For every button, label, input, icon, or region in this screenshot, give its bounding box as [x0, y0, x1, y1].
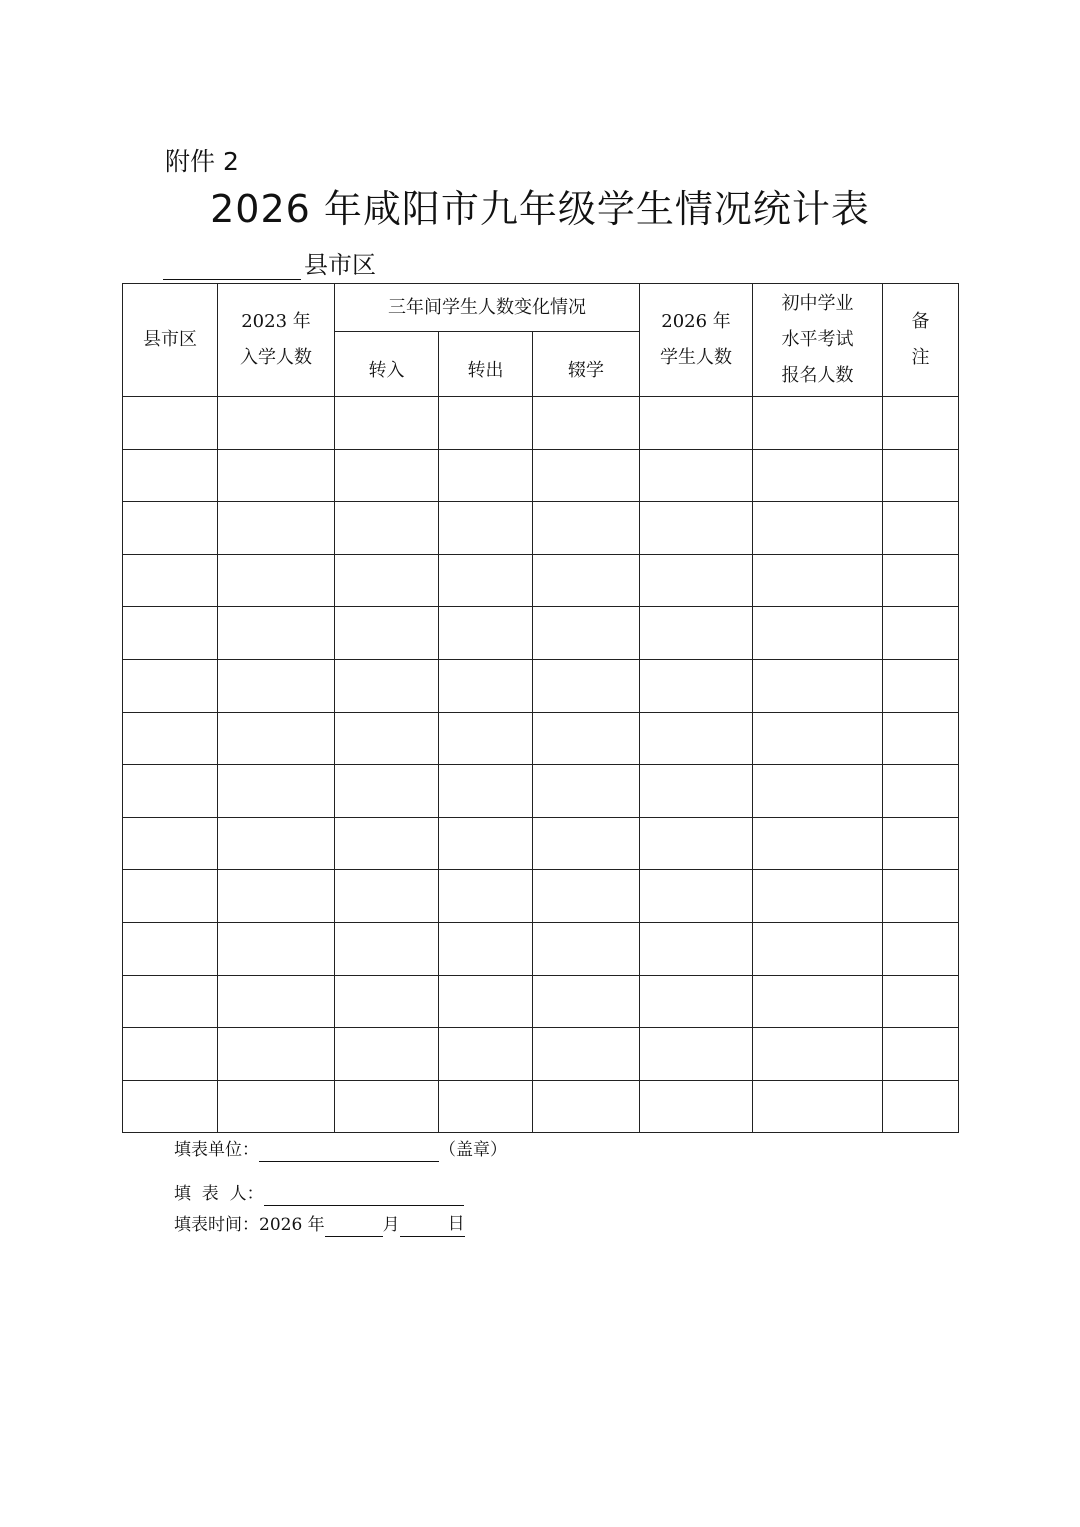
table-cell[interactable] — [533, 502, 640, 555]
table-cell[interactable] — [533, 449, 640, 502]
table-cell[interactable] — [533, 1028, 640, 1081]
table-cell[interactable] — [335, 765, 439, 818]
table-cell[interactable] — [753, 975, 883, 1028]
table-cell[interactable] — [883, 607, 959, 660]
table-cell[interactable] — [883, 659, 959, 712]
table-cell[interactable] — [218, 1028, 335, 1081]
table-cell[interactable] — [640, 712, 753, 765]
table-cell[interactable] — [753, 607, 883, 660]
table-cell[interactable] — [218, 817, 335, 870]
table-cell[interactable] — [533, 659, 640, 712]
table-cell[interactable] — [640, 1080, 753, 1133]
table-cell[interactable] — [439, 870, 533, 923]
footer-person-label: 填 表 人： — [174, 1184, 264, 1204]
header-change-group: 三年间学生人数变化情况 — [335, 284, 640, 332]
table-cell[interactable] — [883, 817, 959, 870]
table-cell[interactable] — [123, 1080, 218, 1133]
table-cell[interactable] — [335, 870, 439, 923]
table-cell[interactable] — [123, 502, 218, 555]
table-cell[interactable] — [753, 502, 883, 555]
table-cell[interactable] — [123, 712, 218, 765]
table-cell[interactable] — [753, 554, 883, 607]
table-cell[interactable] — [335, 1080, 439, 1133]
table-cell[interactable] — [123, 659, 218, 712]
table-cell[interactable] — [335, 659, 439, 712]
table-cell[interactable] — [123, 817, 218, 870]
table-cell[interactable] — [533, 765, 640, 818]
table-row — [123, 659, 959, 712]
page-title: 2026 年咸阳市九年级学生情况统计表 — [210, 187, 870, 231]
table-cell[interactable] — [218, 1080, 335, 1133]
header-transfer-out: 转出 — [439, 332, 533, 397]
table-cell[interactable] — [883, 922, 959, 975]
table-cell[interactable] — [753, 922, 883, 975]
header-exam-line1: 初中学业 — [781, 293, 854, 314]
attachment-label: 附件 2 — [165, 147, 239, 176]
table-cell[interactable] — [439, 712, 533, 765]
table-cell[interactable] — [123, 765, 218, 818]
header-remarks — [883, 284, 959, 397]
table-cell[interactable] — [218, 397, 335, 450]
table-cell[interactable] — [883, 449, 959, 502]
table-cell[interactable] — [533, 397, 640, 450]
table-cell[interactable] — [533, 607, 640, 660]
unit-blank-line[interactable] — [259, 1141, 439, 1162]
table-cell[interactable] — [335, 712, 439, 765]
table-cell[interactable] — [640, 975, 753, 1028]
table-cell[interactable] — [439, 817, 533, 870]
table-row — [123, 712, 959, 765]
footer-day: 日 — [448, 1212, 465, 1237]
table-cell[interactable] — [218, 975, 335, 1028]
header-enroll-2023-line1: 2023 年 — [241, 311, 311, 332]
table-cell[interactable] — [218, 502, 335, 555]
header-enroll-2023 — [218, 284, 335, 397]
header-exam-line2: 水平考试 — [781, 329, 854, 350]
table-cell[interactable] — [640, 817, 753, 870]
footer-person — [174, 1182, 464, 1206]
table-cell[interactable] — [335, 554, 439, 607]
table-cell[interactable] — [640, 607, 753, 660]
table-cell[interactable] — [753, 712, 883, 765]
table-cell[interactable] — [640, 659, 753, 712]
table-cell[interactable] — [753, 449, 883, 502]
table-row — [123, 554, 959, 607]
table-cell[interactable] — [753, 659, 883, 712]
table-cell[interactable] — [533, 712, 640, 765]
table-cell[interactable] — [533, 975, 640, 1028]
table-cell[interactable] — [533, 817, 640, 870]
table-cell[interactable] — [883, 870, 959, 923]
table-cell[interactable] — [335, 817, 439, 870]
table-cell[interactable] — [439, 449, 533, 502]
header-students-2026-line2: 学生人数 — [660, 347, 733, 368]
footer-unit-label: 填表单位： — [174, 1140, 259, 1160]
table-cell[interactable] — [640, 870, 753, 923]
table-cell[interactable] — [753, 1080, 883, 1133]
table-row — [123, 817, 959, 870]
table-cell[interactable] — [218, 607, 335, 660]
table-cell[interactable] — [640, 449, 753, 502]
table-cell[interactable] — [439, 659, 533, 712]
statistics-table — [122, 283, 959, 1133]
table-cell[interactable] — [753, 817, 883, 870]
table-cell[interactable] — [335, 397, 439, 450]
table-cell[interactable] — [753, 765, 883, 818]
table-cell[interactable] — [123, 922, 218, 975]
table-cell[interactable] — [753, 870, 883, 923]
table-cell[interactable] — [439, 1080, 533, 1133]
table-cell[interactable] — [640, 765, 753, 818]
table-cell[interactable] — [439, 765, 533, 818]
table-row — [123, 1028, 959, 1081]
table-cell[interactable] — [439, 975, 533, 1028]
table-cell[interactable] — [335, 1028, 439, 1081]
table-cell[interactable] — [640, 922, 753, 975]
table-cell[interactable] — [533, 922, 640, 975]
footer-time-label: 填表时间：2026 年 — [174, 1215, 325, 1235]
table-cell[interactable] — [640, 554, 753, 607]
table-cell[interactable] — [218, 765, 335, 818]
table-cell[interactable] — [123, 870, 218, 923]
table-cell[interactable] — [883, 554, 959, 607]
table-cell[interactable] — [533, 870, 640, 923]
person-blank-line[interactable] — [264, 1185, 464, 1206]
header-students-2026 — [640, 284, 753, 397]
footer-seal: （盖章） — [439, 1140, 507, 1160]
footer-month: 月 — [382, 1215, 400, 1235]
footer-unit — [174, 1138, 507, 1162]
table-cell[interactable] — [753, 397, 883, 450]
table-row — [123, 449, 959, 502]
footer-time — [174, 1212, 465, 1237]
day-blank-line[interactable] — [400, 1216, 448, 1237]
table-cell[interactable] — [883, 1080, 959, 1133]
table-cell[interactable] — [123, 449, 218, 502]
table-cell[interactable] — [218, 659, 335, 712]
header-remarks-line1: 备 — [911, 311, 930, 332]
table-cell[interactable] — [533, 1080, 640, 1133]
table-row — [123, 397, 959, 450]
month-blank-line[interactable] — [325, 1216, 383, 1237]
table-row — [123, 502, 959, 555]
table-cell[interactable] — [335, 502, 439, 555]
table-cell[interactable] — [640, 502, 753, 555]
table-cell[interactable] — [533, 554, 640, 607]
table-cell[interactable] — [123, 607, 218, 660]
header-county: 县市区 — [123, 284, 218, 397]
table-cell[interactable] — [439, 554, 533, 607]
table-cell[interactable] — [439, 502, 533, 555]
table-body — [123, 397, 959, 1133]
header-exam-registration — [753, 284, 883, 397]
table-row — [123, 975, 959, 1028]
table-cell[interactable] — [883, 502, 959, 555]
county-blank-line[interactable] — [163, 255, 301, 280]
header-enroll-2023-line2: 入学人数 — [240, 347, 312, 368]
county-field — [163, 250, 376, 280]
header-exam-line3: 报名人数 — [781, 365, 854, 386]
table-cell[interactable] — [218, 712, 335, 765]
header-students-2026-line1: 2026 年 — [661, 311, 731, 332]
header-transfer-in: 转入 — [335, 332, 439, 397]
table-cell[interactable] — [439, 607, 533, 660]
table-cell[interactable] — [335, 449, 439, 502]
table-cell[interactable] — [123, 397, 218, 450]
table-cell[interactable] — [218, 870, 335, 923]
table-cell[interactable] — [753, 1028, 883, 1081]
table-cell[interactable] — [883, 765, 959, 818]
table-row — [123, 870, 959, 923]
table-cell[interactable] — [335, 607, 439, 660]
table-cell[interactable] — [883, 975, 959, 1028]
table-cell[interactable] — [640, 1028, 753, 1081]
county-suffix: 县市区 — [304, 251, 376, 279]
table-cell[interactable] — [123, 554, 218, 607]
table-cell[interactable] — [439, 397, 533, 450]
table-cell[interactable] — [883, 712, 959, 765]
header-remarks-line2: 注 — [911, 347, 930, 368]
table-cell[interactable] — [335, 922, 439, 975]
table-cell[interactable] — [218, 922, 335, 975]
table-cell[interactable] — [640, 397, 753, 450]
header-dropout: 辍学 — [533, 332, 640, 397]
table-cell[interactable] — [883, 1028, 959, 1081]
table-row — [123, 765, 959, 818]
table-row — [123, 922, 959, 975]
table-row — [123, 1080, 959, 1133]
table-cell[interactable] — [335, 975, 439, 1028]
table-cell[interactable] — [218, 449, 335, 502]
table-cell[interactable] — [218, 554, 335, 607]
table-cell[interactable] — [123, 1028, 218, 1081]
table-cell[interactable] — [439, 922, 533, 975]
table-row — [123, 607, 959, 660]
table-cell[interactable] — [123, 975, 218, 1028]
table-cell[interactable] — [883, 397, 959, 450]
table-cell[interactable] — [439, 1028, 533, 1081]
